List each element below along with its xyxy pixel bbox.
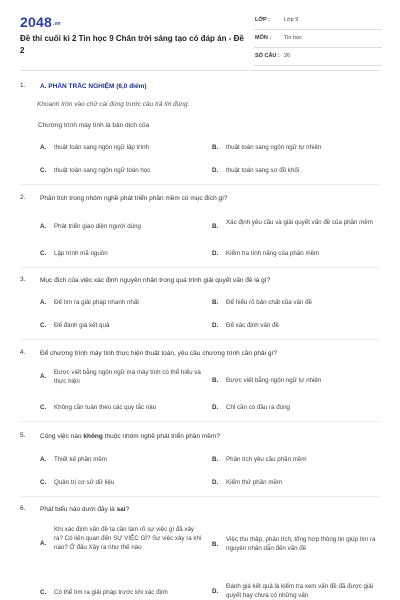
info-row-count: SỐ CÂU : 26 — [254, 48, 382, 66]
page: 2048.vn Đề thi cuối kì 2 Tin học 9 Chân trời sáng tạo có đáp án - Đề 2 LỚP : Lớp 9 MÔN : Tin học SỐ CÂU : 26 1. A. PHẦN TRẮC NGHIỆM (6,0 điểm) Khoanh tròn vào chữ cái đúng trước câu trả lời đúng: Chương trình máy tính là bản dịch của A. thuật toán sang ngôn ngữ lập trình B. thuật toán sang ngôn ngữ tự nhiên C. thuật toán sang ngôn ngữ toán học D. thuật toán sang sơ đồ khối 2. Phân tích trong nhóm nghề phát triển phần mềm có mục đích gì? A. Phát triển giao diện người dùng B. Xác định yêu cầu và giải quyết vấn đề của phần mềm C. Lập trình mã nguồn D. Kiểm tra tính năng của phần mềm 3. Mục đích của việc xác định nguyên nhân trong quá trình giải quyết vấn đề là gì? A. Để tìm ra giải pháp nhanh nhất B. Để hiểu rõ bản chất của vấn đề C. Để đánh giá kết quả D. Để xác định vấn đề 4. Để chương trình máy tính thực hiện thuật toán, yêu cầu chương trình cần phải gì? A. Được viết bằng ngôn ngữ mà máy tính có thể hiểu và thực hiện B. Được viết bằng ngôn ngữ tự nhiên C. Không cần tuân theo các quy tắc nào D. Chỉ cần có đầu ra đúng 5. Công việc nào không thuộc nhóm nghề phát triển phần mềm? A. Thiết kế phần mềm B. Phân tích yêu cầu phần mềm C. Quản trị cơ sở dữ liệu D. Kiểm thử phần mềm 6. Phát biểu nào dưới đây là sai? A. Khi xác định vấn đề ta cần làm rõ sự việc gì đã xảy ra? Có liên quan đến SỰ VIỆC GÌ? Sự việc xảy ra khi nào? Ở đâu Xảy ra như thế nào B. Việc thu thập, phân tích, tổng hợp thông tin giúp tìm ra nguyên nhân dẫn đến vấn đề C. Có thể tìm ra giải pháp trước khi xác định D. Đánh giá kết quả là kiểm tra xem vấn đề đã được giải quyết hay chưa có những vấn — [0, 0, 400, 600]
info-row-subject: MÔN : Tin học — [254, 30, 382, 48]
question-stem: Công việc nào không thuộc nhóm nghề phát triển phần mềm? — [40, 433, 220, 440]
section-heading: A. PHẦN TRẮC NGHIỆM (6,0 điểm) — [40, 83, 147, 90]
question-divider — [20, 267, 380, 268]
question-stem: Phân tích trong nhóm nghề phát triển phần mềm có mục đích gì? — [40, 195, 228, 202]
question-number: 5. — [20, 432, 26, 439]
instruction-text: Khoanh tròn vào chữ cái đúng trước câu trả lời đúng: — [37, 101, 190, 108]
question-divider — [20, 339, 380, 340]
question-stem: Mục đích của việc xác định nguyên nhân trong quá trình giải quyết vấn đề là gì? — [40, 277, 271, 284]
question-number: 4. — [20, 349, 26, 356]
option-d[interactable]: D. Đánh giá kết quả là kiểm tra xem vấn đề đã được giải quyết hay chưa có những vấn — [212, 583, 374, 599]
question-divider — [20, 184, 380, 185]
question-stem: Phát biểu nào dưới đây là sai? — [40, 506, 130, 513]
exam-info-panel — [254, 12, 382, 66]
question-number: 6. — [20, 505, 26, 512]
question-divider — [20, 496, 380, 497]
question-divider — [20, 421, 380, 422]
question-stem: Chương trình máy tính là bản dịch của — [38, 122, 150, 129]
info-row-class: LỚP : Lớp 9 — [254, 12, 382, 30]
question-number: 3. — [20, 276, 26, 283]
question-number: 1. — [20, 82, 26, 89]
page-header — [0, 0, 400, 62]
question-number: 2. — [20, 194, 26, 201]
question-stem: Để chương trình máy tính thực hiện thuật toán, yêu cầu chương trình cần phải gì? — [40, 350, 277, 357]
header-divider — [20, 70, 380, 71]
site-logo[interactable]: 2048.vn — [20, 14, 61, 30]
page-title: Đề thi cuối kì 2 Tin học 9 Chân trời sáng tạo có đáp án - Đề 2 — [20, 34, 244, 55]
